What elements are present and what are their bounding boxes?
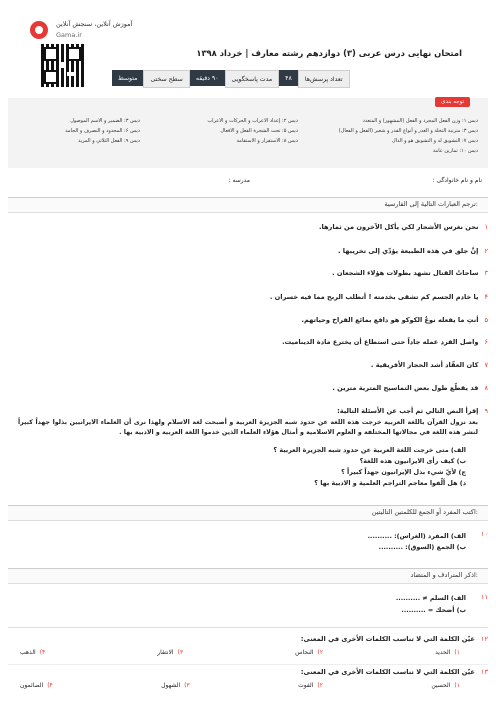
option-label: النحاس xyxy=(295,649,314,656)
question-number: ۷ xyxy=(484,361,488,369)
stat-questions-label: تعداد پرسش‌ها xyxy=(298,70,350,88)
option-label: الصائمون xyxy=(20,682,44,689)
section-title: اكتب المفرد أو الجمع للكلمتين التاليتين: xyxy=(371,508,478,516)
question-number: ۹ xyxy=(484,407,488,415)
exam-stats xyxy=(112,70,350,86)
question-text: واصل الفرد عمله جاداً حتى استطاع أن يخترع مادة الديناميت. xyxy=(282,338,479,346)
question-5 xyxy=(18,316,488,324)
q12-option-1[interactable] xyxy=(435,649,460,659)
divider xyxy=(8,627,488,628)
question-text: إنَّ جلق في هذه الطبيعة يؤدّي إلى تخريبها . xyxy=(338,247,479,255)
brand-site: Gama.ir xyxy=(56,31,82,39)
option-label: الحديد xyxy=(435,649,451,656)
option-number: ۱) xyxy=(454,682,460,689)
gama-logo-icon xyxy=(30,21,48,39)
syllabus-item: دیس ۱۰: تمارين عامة xyxy=(432,148,478,154)
question-8 xyxy=(18,384,488,392)
question-13 xyxy=(18,668,488,676)
question-number: ۱۲ xyxy=(480,635,488,643)
q12-option-3[interactable] xyxy=(157,649,183,659)
stat-duration-label: مدت پاسخگویی xyxy=(225,70,280,88)
q10-item-a: الف) المفرد (الغراس): .......... xyxy=(367,532,466,540)
brand-tagline: آموزش آنلاین، سنجش آنلاین xyxy=(56,20,133,28)
question-12 xyxy=(18,635,488,643)
syllabus-item: دیس ۶: المحدود و التصرف و الجامد xyxy=(65,128,140,134)
student-info-bar xyxy=(8,171,488,191)
syllabus-tag: توجه بندی xyxy=(435,97,470,107)
syllabus-item: دیس ۹: الفعل الثلاثي و المزيد xyxy=(78,138,140,144)
option-number: ۴) xyxy=(47,682,53,689)
question-6 xyxy=(18,338,488,346)
question-text: قد يقطّع طول بعض التماسيح المترية مترين . xyxy=(332,384,479,392)
section-title: ترجم العبارات التالية إلى الفارسية: xyxy=(384,200,478,208)
question-9 xyxy=(18,407,488,415)
q11-item-a: الف) السلم ≠ .......... xyxy=(395,594,466,602)
qr-code-icon[interactable] xyxy=(41,44,84,87)
q12-option-2[interactable] xyxy=(295,649,323,659)
question-number: ۱۰ xyxy=(480,530,488,538)
reading-passage: بعد نزول القرآن باللغة العربية خرجت هذه اللغة عن حدود شبه الجزيرة العربية و أصبحت لغة الاسلام ولهذا نرى أن العلماء الايرانيين بذلوا جهداً كبيراً لنشر هذه اللغة في مجالاتها المختلفة و العلوم الاسلامية و أمثال هؤلاء العلماء الذين خدموا اللغة العربية و الادبية بها . xyxy=(18,419,478,436)
passage-question-d: د) هل ألّفوا معاجم التراجم العلمية و الادبية بها ؟ xyxy=(314,479,466,487)
question-number: ۳ xyxy=(484,269,488,277)
divider xyxy=(8,664,488,665)
question-number: ۱۱ xyxy=(480,593,488,601)
stat-difficulty-label: سطح سختی xyxy=(143,70,189,88)
section-translate-header xyxy=(8,197,488,213)
question-2 xyxy=(18,247,488,255)
syllabus-item: دیس ۷: التشويق له و التشويق هو و الدال xyxy=(392,138,478,144)
q11-item-b: ب) أضحك = .......... xyxy=(401,606,466,614)
question-text: عيّن الكلمة التي لا تناسب الكلمات الأخرى في المعنى: xyxy=(300,635,475,643)
syllabus-box xyxy=(8,98,488,168)
question-text: عيّن الكلمة التي لا تناسب الكلمات الأخرى في المعنى: xyxy=(300,668,475,676)
option-label: الفوت xyxy=(298,682,314,689)
q13-option-3[interactable] xyxy=(161,682,190,692)
syllabus-col-2 xyxy=(148,116,298,146)
question-number: ۲ xyxy=(484,247,488,255)
exam-title: امتحان نهایی درس عربی (۳) دوازدهم رشته معارف | خرداد ۱۳۹۸ xyxy=(196,48,462,58)
option-number: ۳) xyxy=(184,682,190,689)
question-1 xyxy=(18,223,488,231)
option-label: الانتقار xyxy=(157,649,174,656)
option-number: ۳) xyxy=(177,649,184,656)
passage-question-a: الف) متى خرجت اللغة العربية عن حدود شبه الجزيرة العربية ؟ xyxy=(273,446,466,454)
syllabus-item: دیس ۵: تحت الشجرة الفعل و الافعال xyxy=(220,128,298,134)
school-label: مدرسه : xyxy=(228,177,250,184)
q13-option-4[interactable] xyxy=(20,682,53,692)
question-number: ۴ xyxy=(484,293,488,301)
stat-duration-value: ۹۰ دقیقه xyxy=(190,70,225,86)
stat-questions-value: ۴۸ xyxy=(279,70,298,86)
syllabus-item: دیس ۳: مترتبة التخلة و الغدر و أنواع القدر و شعير (الفعل و الفعال) xyxy=(338,128,478,134)
question-text: يا خادم الجسم كم تشقى بخدمته ! أتطلب الربح مما فيه خسران . xyxy=(269,293,479,301)
option-label: الحسين xyxy=(431,682,451,689)
question-4 xyxy=(18,293,488,301)
option-label: الشهول xyxy=(161,682,181,689)
syllabus-col-3 xyxy=(14,116,140,146)
question-number: ۵ xyxy=(484,316,488,324)
stat-difficulty-value: متوسط xyxy=(112,70,143,86)
syllabus-item: دیس ۲: إعداد الاعراب و الحركات و الاعراب xyxy=(207,118,298,124)
name-label: نام و نام خانوادگی : xyxy=(432,177,482,184)
section-synonym-antonym-header xyxy=(8,568,488,584)
syllabus-item: دیس ۸: الاستقرار و الاستقامة xyxy=(236,138,298,144)
question-number: ۱۳ xyxy=(480,668,488,676)
q12-options xyxy=(20,649,460,659)
syllabus-col-1 xyxy=(308,116,478,156)
option-number: ۴) xyxy=(39,649,46,656)
question-7 xyxy=(18,361,488,369)
section-title: اذكر المترادف و المتضاد: xyxy=(410,571,478,579)
syllabus-item: دیس ۱: وزن الفعل المجرد و الفعل (المشهور) و المتعدد xyxy=(362,118,478,124)
question-text: أنتِ ما يفعله نوعٌ الكوكو هو دافع بمائع الفراخ وحياتهم. xyxy=(301,316,479,324)
question-3 xyxy=(18,269,488,277)
question-text: كان العقّاد أشد الحجاز الأفريقية . xyxy=(370,361,479,369)
passage-question-c: ج) لأيّ شيء بذل الإيرانيون جهداً كبيراً ؟ xyxy=(341,468,466,476)
q13-option-1[interactable] xyxy=(431,682,460,692)
q10-item-b: ب) الجمع (السوق): .......... xyxy=(378,543,466,551)
q13-options xyxy=(20,682,460,692)
question-text: إقرأ النص التالي ثم أجب عن الأسئلة التالية: xyxy=(337,407,479,415)
syllabus-item: دیس ۳: الضمير و الاسم الموصول xyxy=(70,118,140,124)
option-number: ۲) xyxy=(317,649,324,656)
question-text: نحن نغرس الأشجار لكي يأكل الآخرون من ثمارها. xyxy=(319,223,479,231)
brand-header[interactable] xyxy=(22,18,182,46)
question-number: ۱ xyxy=(484,223,488,231)
question-number: ۶ xyxy=(484,338,488,346)
question-text: ساحاتُ القتال تشهد بطولات هؤلاء الشجعان . xyxy=(332,269,479,277)
option-number: ۱) xyxy=(454,649,460,656)
option-number: ۲) xyxy=(317,682,323,689)
option-label: الذهب xyxy=(20,649,36,656)
q13-option-2[interactable] xyxy=(298,682,323,692)
passage-question-b: ب) كيف رأى الايرانيون هذه اللغة؟ xyxy=(359,457,466,465)
q12-option-4[interactable] xyxy=(20,649,45,659)
section-singular-plural-header xyxy=(8,505,488,521)
question-number: ۸ xyxy=(484,384,488,392)
